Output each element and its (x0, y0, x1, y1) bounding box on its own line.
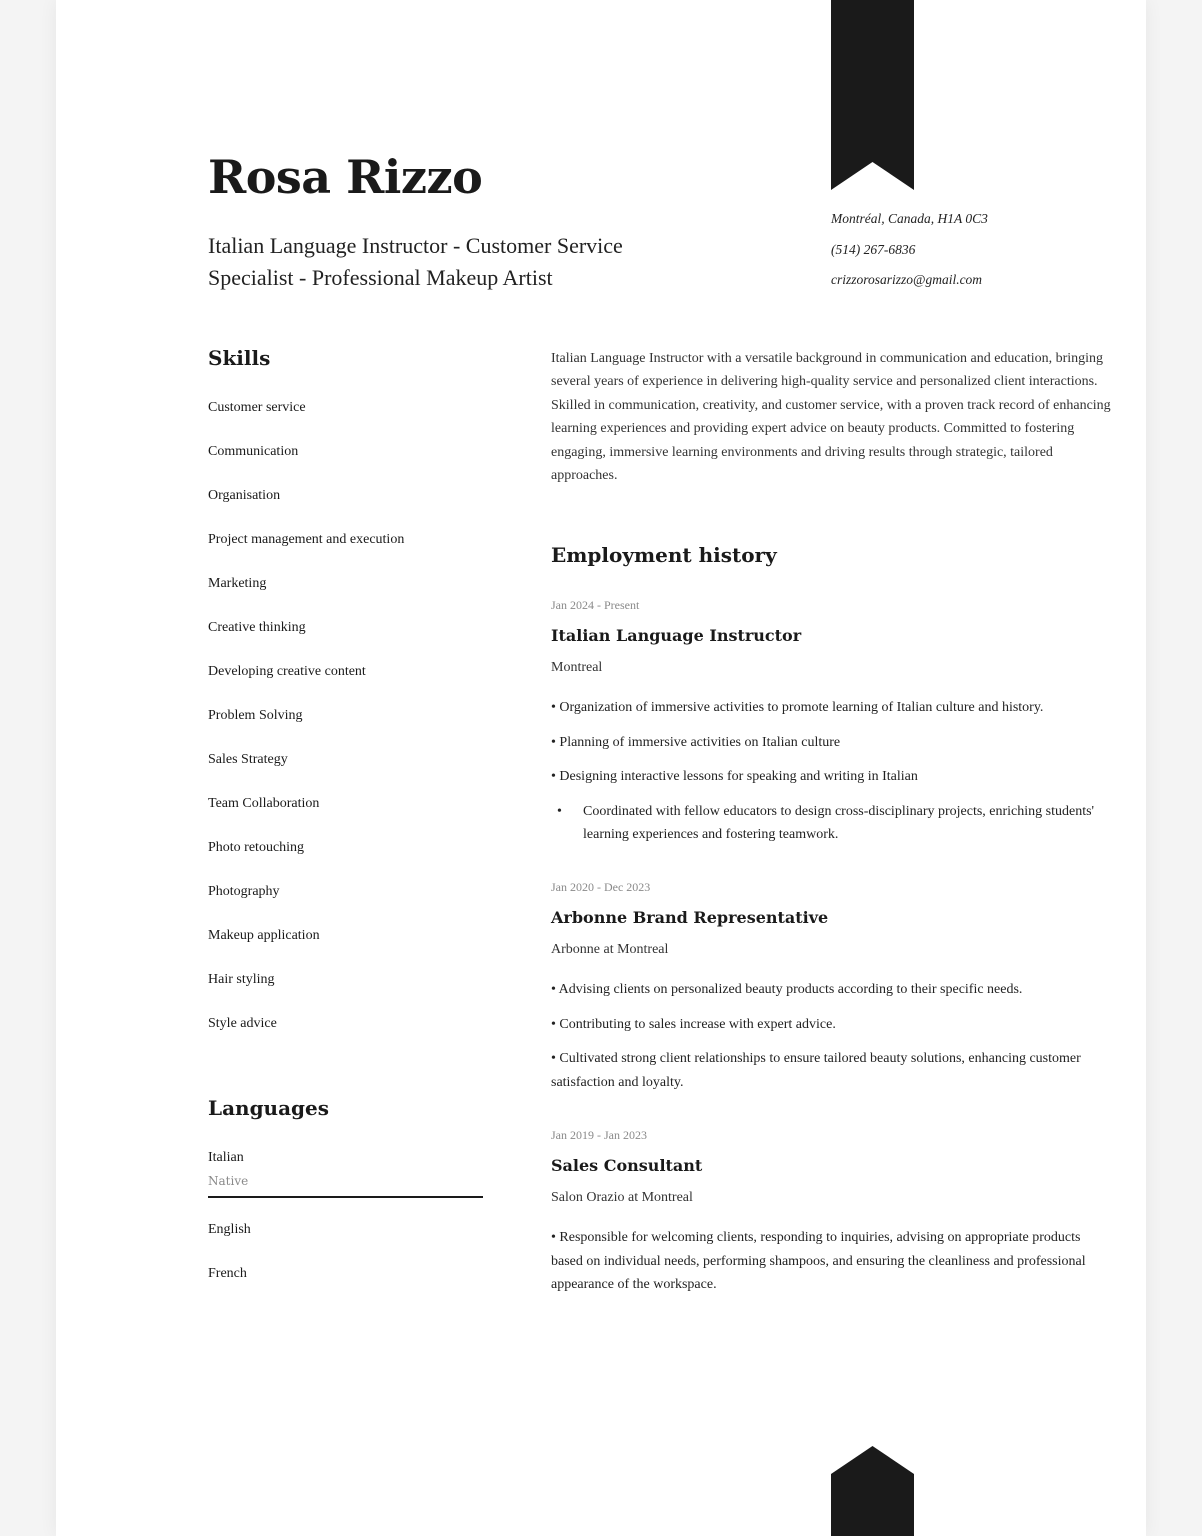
job-list-bullet (551, 800, 1111, 847)
skill-item: Sales Strategy (208, 752, 288, 767)
job-bullet: • Planning of immersive activities on Italian culture (551, 734, 841, 750)
job-bullet: • Contributing to sales increase with expert advice. (551, 1016, 836, 1032)
language-level-bar (208, 1196, 483, 1198)
skills-title: Skills (208, 346, 271, 370)
job-dates: Jan 2019 - Jan 2023 (551, 1128, 647, 1143)
contact-email: crizzorosarizzo@gmail.com (831, 272, 983, 287)
language-level: Native (208, 1174, 249, 1188)
bullet-dot-icon: • (557, 803, 562, 819)
job-dates: Jan 2024 - Present (551, 598, 640, 613)
skills-list (208, 398, 508, 1058)
contact-address: Montréal, Canada, H1A 0C3 (831, 211, 988, 226)
skill-item: Creative thinking (208, 620, 306, 635)
skills-section (208, 346, 508, 1058)
contact-phone: (514) 267-6836 (831, 241, 916, 257)
job-entry (551, 1127, 1111, 1296)
resume-page (56, 0, 1146, 1536)
skill-item: Makeup application (208, 928, 320, 943)
job-bullet: • Responsible for welcoming clients, responding to inquiries, advising on appropriate products based on individual needs, performing shampoos, and ensuring the cleanliness and professional appearance of the workspace. (551, 1230, 1086, 1292)
skill-item: Marketing (208, 576, 267, 591)
languages-section (208, 1096, 483, 1308)
job-bullets (551, 696, 1111, 846)
skill-item: Developing creative content (208, 664, 366, 679)
skill-item: Team Collaboration (208, 796, 320, 811)
language-list (208, 1220, 483, 1308)
skill-item: Photo retouching (208, 840, 305, 855)
skill-item: Organisation (208, 488, 281, 503)
skill-item: Hair styling (208, 972, 275, 987)
skill-item: Style advice (208, 1016, 277, 1031)
employment-title: Employment history (551, 543, 777, 568)
language-name: English (208, 1222, 251, 1237)
bookmark-ribbon-top (831, 0, 914, 190)
job-employer: Montreal (551, 660, 603, 676)
language-item (208, 1148, 483, 1198)
job-bullet: • Designing interactive lessons for speaking and writing in Italian (551, 769, 918, 785)
job-bullets (551, 1226, 1111, 1296)
candidate-name: Rosa Rizzo (208, 150, 483, 204)
job-bullet: • Organization of immersive activities to promote learning of Italian culture and history. (551, 700, 1044, 716)
language-name: Italian (208, 1150, 244, 1165)
contact-block (831, 208, 1161, 300)
job-title: Italian Language Instructor (551, 626, 802, 646)
candidate-headline: Italian Language Instructor - Customer Service Specialist - Professional Makeup Artist (208, 233, 623, 290)
job-dates: Jan 2020 - Dec 2023 (551, 880, 651, 895)
job-title: Arbonne Brand Representative (551, 908, 829, 928)
job-bullet-text: Coordinated with fellow educators to design cross-disciplinary projects, enriching students' learning experiences and fostering teamwork. (583, 803, 1095, 843)
profile-summary: Italian Language Instructor with a versatile background in communication and education, bringing several years of experience in delivering high-quality service and personalized client interactions. Skilled in communication, creativity, and customer service, with a proven track record of enhancing learning experiences and providing expert advice on beauty products. Committed to fostering engaging, immersive learning environments and driving results through strategic, tailored approaches. (551, 351, 1111, 484)
skill-item: Problem Solving (208, 708, 303, 723)
job-title: Sales Consultant (551, 1156, 703, 1176)
job-entry (551, 597, 1111, 846)
language-name: French (208, 1266, 247, 1281)
languages-title: Languages (208, 1096, 330, 1120)
job-bullet: • Cultivated strong client relationships to ensure tailored beauty solutions, enhancing customer satisfaction and loyalty. (551, 1051, 1081, 1090)
job-employer: Salon Orazio at Montreal (551, 1190, 693, 1206)
job-bullets (551, 978, 1111, 1094)
skill-item: Project management and execution (208, 532, 405, 547)
job-employer: Arbonne at Montreal (551, 942, 669, 958)
skill-item: Customer service (208, 400, 306, 415)
job-bullet: • Advising clients on personalized beauty products according to their specific needs. (551, 982, 1023, 998)
bookmark-ribbon-bottom (831, 1446, 914, 1536)
main-column (551, 347, 1111, 1307)
job-entry (551, 879, 1111, 1094)
skill-item: Communication (208, 444, 299, 459)
skill-item: Photography (208, 884, 280, 899)
